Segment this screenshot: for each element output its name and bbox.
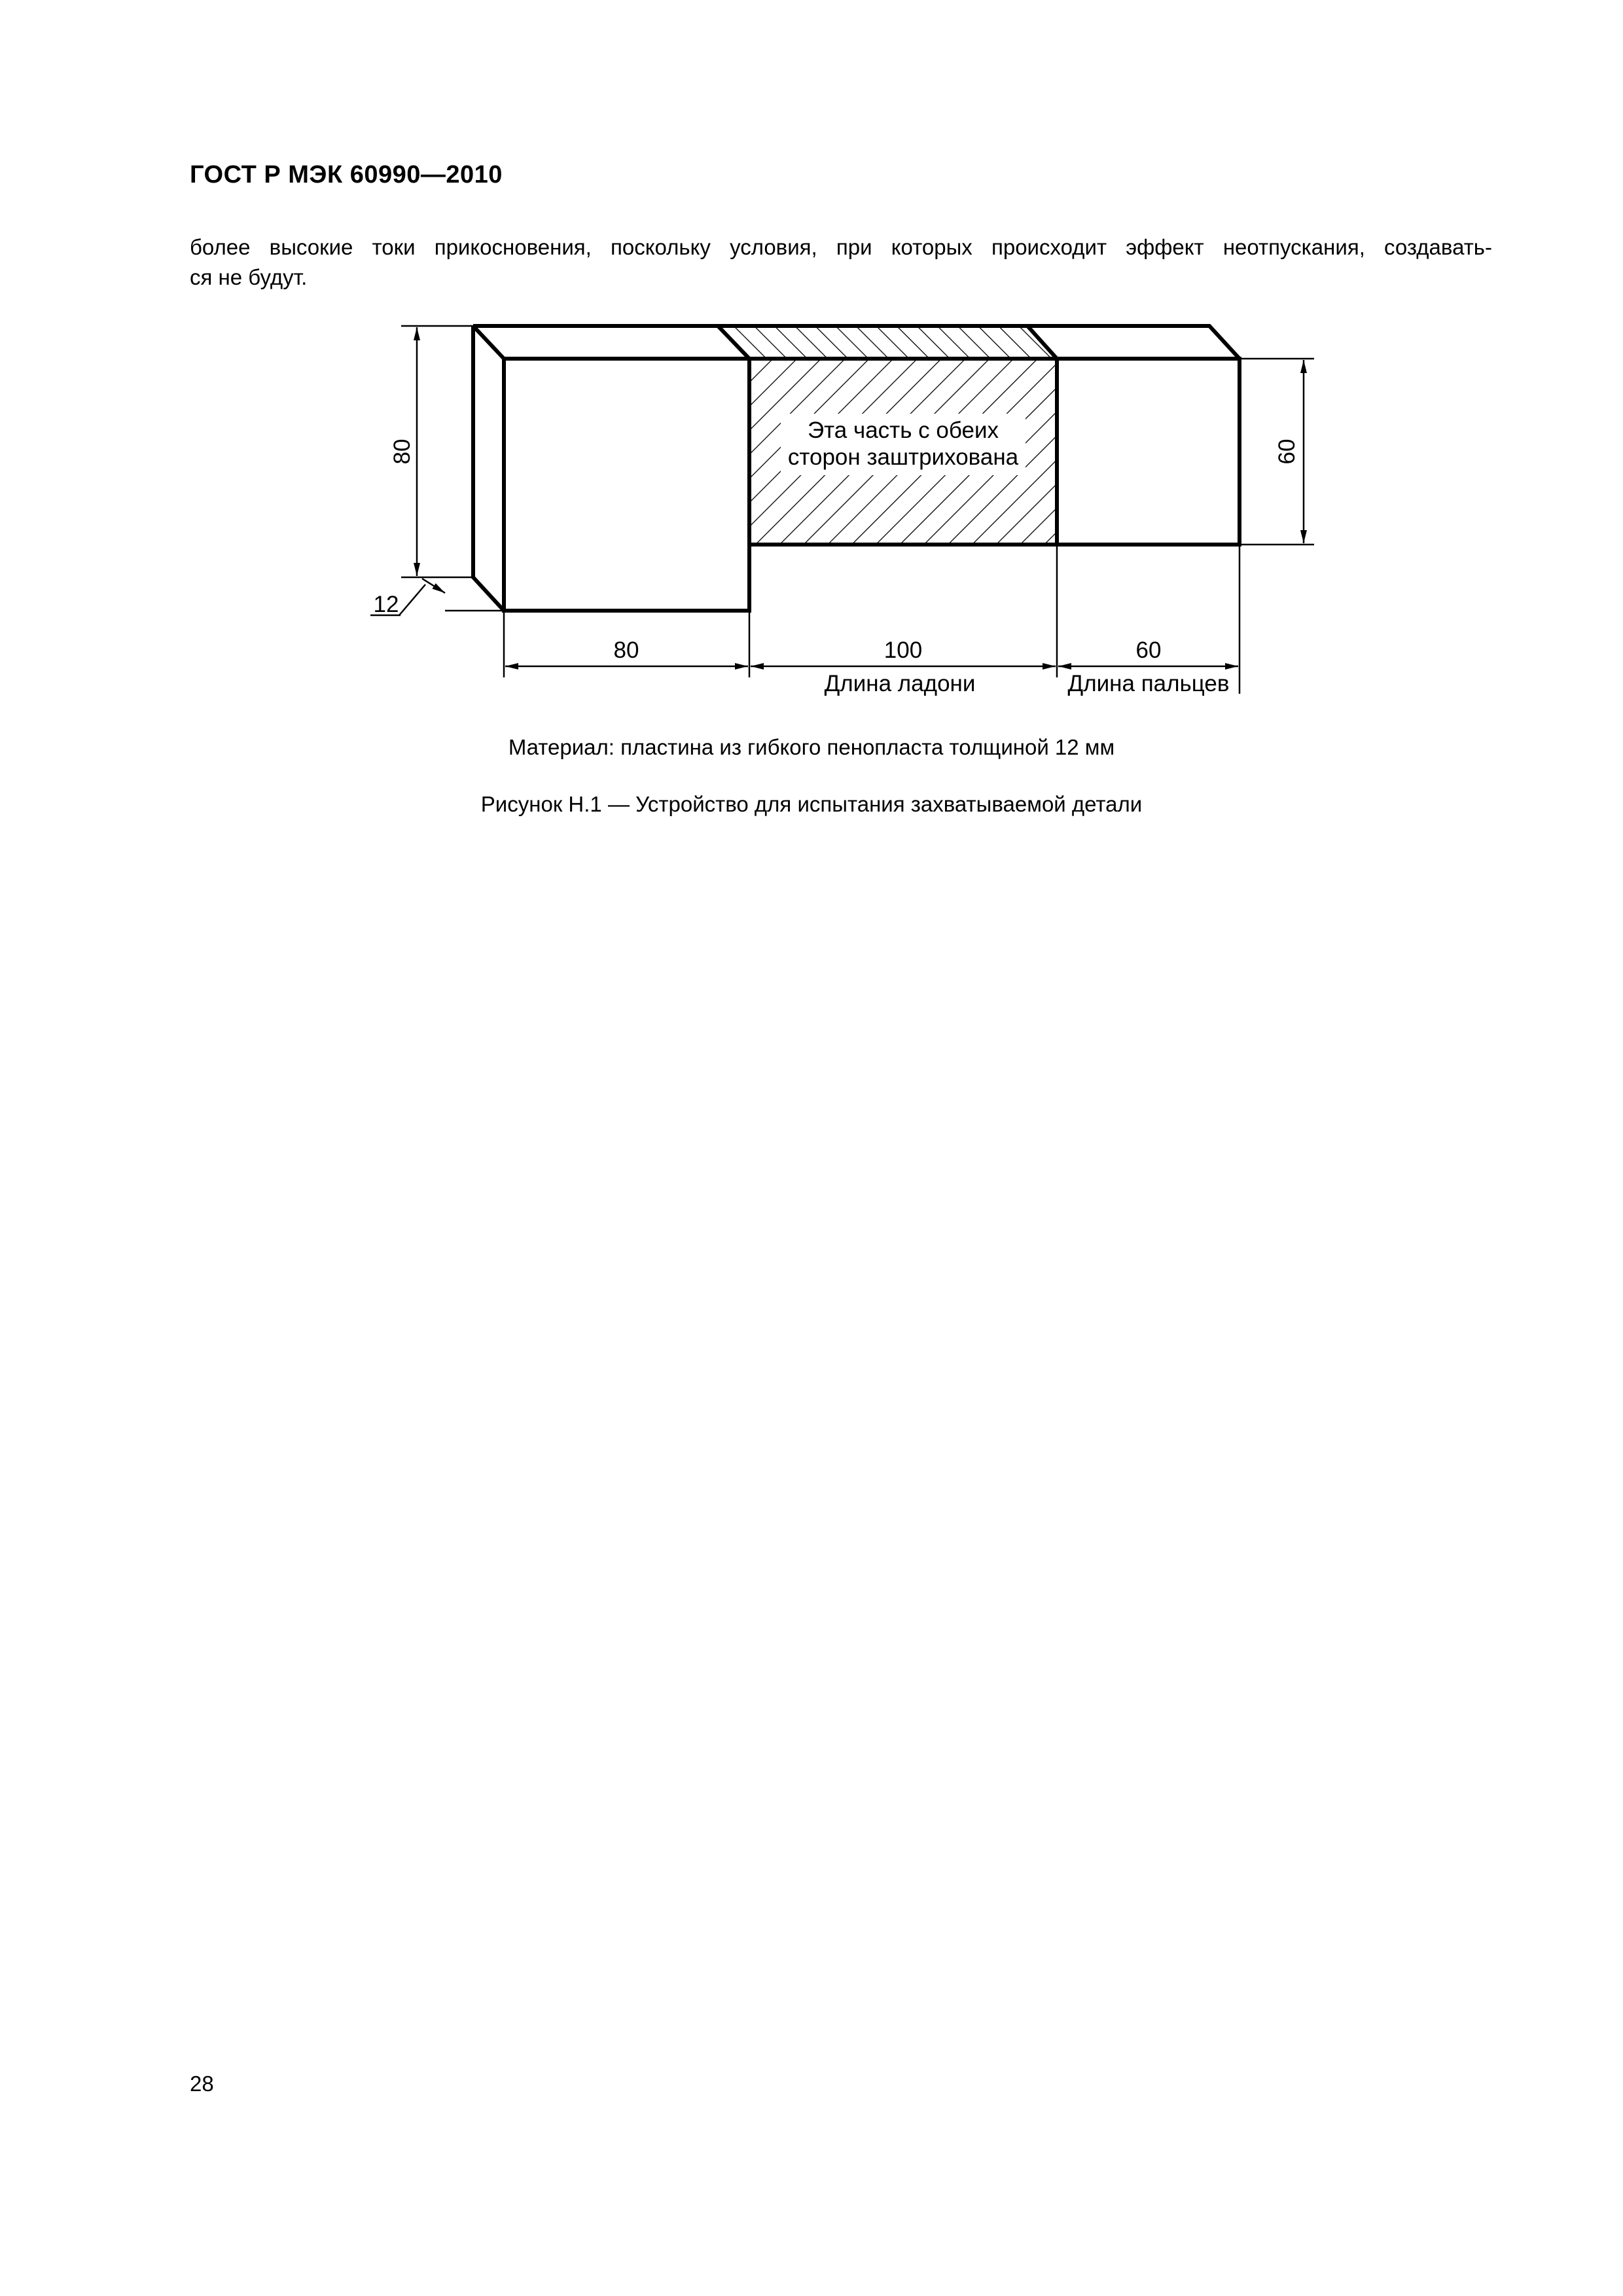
thickness-arrow-a bbox=[422, 579, 445, 593]
front-top-corner bbox=[473, 326, 504, 359]
dim-text-section-100: 100 bbox=[883, 637, 923, 663]
hatch-label-line-1: Эта часть с обеих bbox=[807, 418, 999, 443]
material-note: Материал: пластина из гибкого пенопласта толщиной 12 мм bbox=[508, 735, 1115, 759]
dim-text-height-60: 60 bbox=[1274, 439, 1300, 465]
thickness-leader bbox=[399, 584, 425, 615]
document-header: ГОСТ Р МЭК 60990—2010 bbox=[190, 161, 503, 188]
paragraph-line-2: ся не будут. bbox=[190, 265, 308, 289]
dim-text-section-80: 80 bbox=[613, 637, 639, 663]
paragraph-line-1: более высокие токи прикосновения, поскольку условия, при которых происходит эффект неотпускания, создавать- bbox=[190, 235, 1492, 259]
label-palm-length: Длина ладони bbox=[824, 671, 976, 696]
dim-text-section-60: 60 bbox=[1135, 637, 1162, 663]
figure-caption: Рисунок Н.1 — Устройство для испытания захватываемой детали bbox=[480, 792, 1143, 816]
palm-top-hatch bbox=[718, 326, 1057, 359]
label-finger-length: Длина пальцев bbox=[1067, 671, 1230, 696]
page-number: 28 bbox=[190, 2072, 214, 2096]
dim-text-height-80: 80 bbox=[389, 439, 415, 465]
hatch-label-line-2: сторон заштрихована bbox=[787, 444, 1019, 470]
block-left-side bbox=[473, 326, 504, 611]
dim-text-thickness: 12 bbox=[373, 592, 399, 617]
